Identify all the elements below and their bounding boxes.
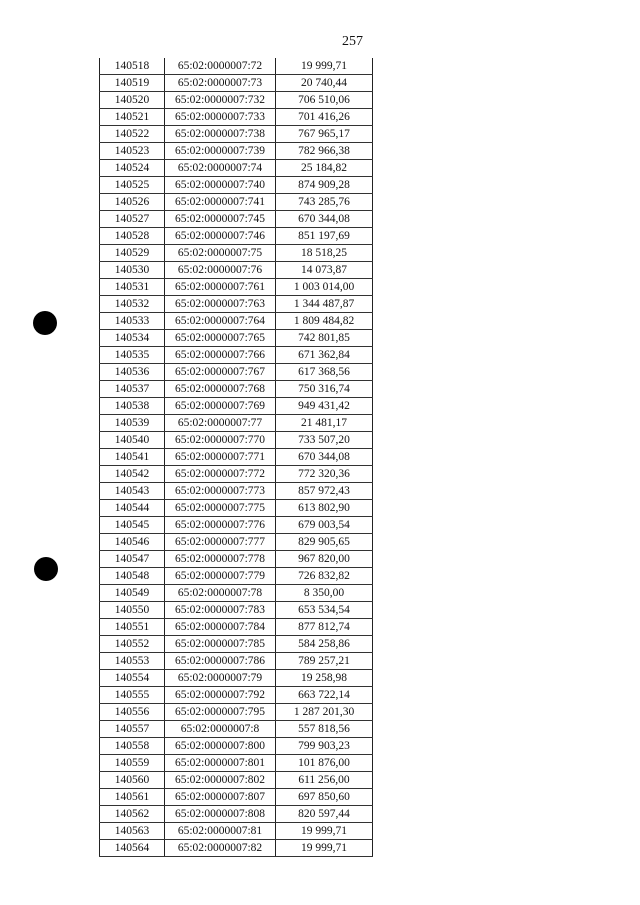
table-row [100, 687, 373, 704]
table-row [100, 449, 373, 466]
cadastral-value-cell: 617 368,56 [276, 364, 373, 381]
table-row [100, 92, 373, 109]
cadastral-number-cell: 65:02:0000007:741 [165, 194, 276, 211]
table-row [100, 126, 373, 143]
record-number-cell: 140531 [100, 279, 165, 296]
table-row [100, 347, 373, 364]
cadastral-number-cell: 65:02:0000007:778 [165, 551, 276, 568]
cadastral-number-cell: 65:02:0000007:807 [165, 789, 276, 806]
cadastral-number-cell: 65:02:0000007:775 [165, 500, 276, 517]
cadastral-value-cell: 877 812,74 [276, 619, 373, 636]
cadastral-value-cell: 949 431,42 [276, 398, 373, 415]
cadastral-number-cell: 65:02:0000007:72 [165, 58, 276, 75]
record-number-cell: 140521 [100, 109, 165, 126]
table-row [100, 364, 373, 381]
record-number-cell: 140549 [100, 585, 165, 602]
record-number-cell: 140522 [100, 126, 165, 143]
cadastral-number-cell: 65:02:0000007:776 [165, 517, 276, 534]
cadastral-number-cell: 65:02:0000007:784 [165, 619, 276, 636]
record-number-cell: 140553 [100, 653, 165, 670]
record-number-cell: 140538 [100, 398, 165, 415]
record-number-cell: 140528 [100, 228, 165, 245]
cadastral-value-cell: 874 909,28 [276, 177, 373, 194]
cadastral-number-cell: 65:02:0000007:769 [165, 398, 276, 415]
table-row [100, 262, 373, 279]
cadastral-number-cell: 65:02:0000007:73 [165, 75, 276, 92]
table-row [100, 534, 373, 551]
table-row [100, 483, 373, 500]
record-number-cell: 140534 [100, 330, 165, 347]
cadastral-value-cell: 8 350,00 [276, 585, 373, 602]
cadastral-number-cell: 65:02:0000007:739 [165, 143, 276, 160]
table-row [100, 381, 373, 398]
table-row [100, 517, 373, 534]
record-number-cell: 140562 [100, 806, 165, 823]
table-row [100, 211, 373, 228]
cadastral-value-cell: 967 820,00 [276, 551, 373, 568]
record-number-cell: 140552 [100, 636, 165, 653]
cadastral-number-cell: 65:02:0000007:801 [165, 755, 276, 772]
cadastral-value-cell: 679 003,54 [276, 517, 373, 534]
cadastral-value-cell: 743 285,76 [276, 194, 373, 211]
record-number-cell: 140541 [100, 449, 165, 466]
table-row [100, 109, 373, 126]
cadastral-number-cell: 65:02:0000007:740 [165, 177, 276, 194]
cadastral-value-cell: 19 258,98 [276, 670, 373, 687]
cadastral-number-cell: 65:02:0000007:800 [165, 738, 276, 755]
cadastral-value-cell: 1 344 487,87 [276, 296, 373, 313]
table-row [100, 296, 373, 313]
cadastral-value-cell: 671 362,84 [276, 347, 373, 364]
record-number-cell: 140564 [100, 840, 165, 857]
record-number-cell: 140539 [100, 415, 165, 432]
table-row [100, 653, 373, 670]
table-row [100, 194, 373, 211]
cadastral-value-cell: 18 518,25 [276, 245, 373, 262]
cadastral-number-cell: 65:02:0000007:792 [165, 687, 276, 704]
record-number-cell: 140537 [100, 381, 165, 398]
cadastral-value-cell: 663 722,14 [276, 687, 373, 704]
record-number-cell: 140551 [100, 619, 165, 636]
record-number-cell: 140529 [100, 245, 165, 262]
table-row [100, 619, 373, 636]
table-row [100, 466, 373, 483]
cadastral-number-cell: 65:02:0000007:770 [165, 432, 276, 449]
page-number: 257 [342, 34, 363, 49]
table-row [100, 568, 373, 585]
table-row [100, 75, 373, 92]
record-number-cell: 140533 [100, 313, 165, 330]
record-number-cell: 140561 [100, 789, 165, 806]
cadastral-value-cell: 782 966,38 [276, 143, 373, 160]
cadastral-value-cell: 701 416,26 [276, 109, 373, 126]
table-row [100, 585, 373, 602]
cadastral-value-cell: 611 256,00 [276, 772, 373, 789]
cadastral-number-cell: 65:02:0000007:81 [165, 823, 276, 840]
cadastral-number-cell: 65:02:0000007:738 [165, 126, 276, 143]
record-number-cell: 140527 [100, 211, 165, 228]
record-number-cell: 140519 [100, 75, 165, 92]
cadastral-value-cell: 733 507,20 [276, 432, 373, 449]
record-number-cell: 140525 [100, 177, 165, 194]
registry-table-body [100, 58, 373, 857]
cadastral-value-cell: 1 003 014,00 [276, 279, 373, 296]
cadastral-number-cell: 65:02:0000007:732 [165, 92, 276, 109]
cadastral-number-cell: 65:02:0000007:78 [165, 585, 276, 602]
table-row [100, 704, 373, 721]
cadastral-number-cell: 65:02:0000007:745 [165, 211, 276, 228]
registry-table [99, 58, 373, 857]
record-number-cell: 140523 [100, 143, 165, 160]
table-row [100, 177, 373, 194]
table-row [100, 721, 373, 738]
record-number-cell: 140535 [100, 347, 165, 364]
cadastral-value-cell: 1 287 201,30 [276, 704, 373, 721]
cadastral-value-cell: 670 344,08 [276, 211, 373, 228]
cadastral-number-cell: 65:02:0000007:746 [165, 228, 276, 245]
record-number-cell: 140536 [100, 364, 165, 381]
table-row [100, 58, 373, 75]
cadastral-value-cell: 557 818,56 [276, 721, 373, 738]
cadastral-value-cell: 25 184,82 [276, 160, 373, 177]
record-number-cell: 140559 [100, 755, 165, 772]
table-row [100, 840, 373, 857]
cadastral-number-cell: 65:02:0000007:795 [165, 704, 276, 721]
cadastral-value-cell: 697 850,60 [276, 789, 373, 806]
table-row [100, 228, 373, 245]
record-number-cell: 140518 [100, 58, 165, 75]
cadastral-number-cell: 65:02:0000007:764 [165, 313, 276, 330]
record-number-cell: 140547 [100, 551, 165, 568]
record-number-cell: 140557 [100, 721, 165, 738]
cadastral-value-cell: 726 832,82 [276, 568, 373, 585]
cadastral-number-cell: 65:02:0000007:773 [165, 483, 276, 500]
cadastral-number-cell: 65:02:0000007:786 [165, 653, 276, 670]
cadastral-value-cell: 670 344,08 [276, 449, 373, 466]
cadastral-value-cell: 584 258,86 [276, 636, 373, 653]
record-number-cell: 140554 [100, 670, 165, 687]
record-number-cell: 140556 [100, 704, 165, 721]
table-row [100, 330, 373, 347]
table-row [100, 415, 373, 432]
cadastral-number-cell: 65:02:0000007:779 [165, 568, 276, 585]
cadastral-value-cell: 1 809 484,82 [276, 313, 373, 330]
punch-hole-top [33, 311, 57, 335]
table-row [100, 823, 373, 840]
record-number-cell: 140532 [100, 296, 165, 313]
record-number-cell: 140558 [100, 738, 165, 755]
record-number-cell: 140526 [100, 194, 165, 211]
table-row [100, 279, 373, 296]
cadastral-number-cell: 65:02:0000007:767 [165, 364, 276, 381]
record-number-cell: 140543 [100, 483, 165, 500]
cadastral-number-cell: 65:02:0000007:74 [165, 160, 276, 177]
cadastral-value-cell: 21 481,17 [276, 415, 373, 432]
record-number-cell: 140524 [100, 160, 165, 177]
table-row [100, 143, 373, 160]
table-row [100, 670, 373, 687]
table-row [100, 245, 373, 262]
record-number-cell: 140530 [100, 262, 165, 279]
cadastral-number-cell: 65:02:0000007:777 [165, 534, 276, 551]
cadastral-value-cell: 829 905,65 [276, 534, 373, 551]
cadastral-value-cell: 19 999,71 [276, 58, 373, 75]
table-row [100, 313, 373, 330]
cadastral-number-cell: 65:02:0000007:733 [165, 109, 276, 126]
cadastral-number-cell: 65:02:0000007:771 [165, 449, 276, 466]
record-number-cell: 140520 [100, 92, 165, 109]
cadastral-value-cell: 799 903,23 [276, 738, 373, 755]
cadastral-value-cell: 653 534,54 [276, 602, 373, 619]
cadastral-number-cell: 65:02:0000007:75 [165, 245, 276, 262]
record-number-cell: 140548 [100, 568, 165, 585]
cadastral-number-cell: 65:02:0000007:77 [165, 415, 276, 432]
cadastral-value-cell: 14 073,87 [276, 262, 373, 279]
record-number-cell: 140544 [100, 500, 165, 517]
table-row [100, 806, 373, 823]
table-row [100, 772, 373, 789]
cadastral-value-cell: 101 876,00 [276, 755, 373, 772]
punch-hole-bottom [34, 557, 58, 581]
cadastral-value-cell: 767 965,17 [276, 126, 373, 143]
cadastral-number-cell: 65:02:0000007:765 [165, 330, 276, 347]
cadastral-value-cell: 772 320,36 [276, 466, 373, 483]
record-number-cell: 140545 [100, 517, 165, 534]
cadastral-value-cell: 19 999,71 [276, 840, 373, 857]
cadastral-number-cell: 65:02:0000007:785 [165, 636, 276, 653]
cadastral-number-cell: 65:02:0000007:82 [165, 840, 276, 857]
record-number-cell: 140540 [100, 432, 165, 449]
cadastral-value-cell: 857 972,43 [276, 483, 373, 500]
cadastral-number-cell: 65:02:0000007:768 [165, 381, 276, 398]
cadastral-number-cell: 65:02:0000007:761 [165, 279, 276, 296]
cadastral-value-cell: 851 197,69 [276, 228, 373, 245]
cadastral-number-cell: 65:02:0000007:763 [165, 296, 276, 313]
cadastral-value-cell: 789 257,21 [276, 653, 373, 670]
cadastral-value-cell: 706 510,06 [276, 92, 373, 109]
cadastral-number-cell: 65:02:0000007:808 [165, 806, 276, 823]
cadastral-value-cell: 613 802,90 [276, 500, 373, 517]
table-row [100, 160, 373, 177]
cadastral-number-cell: 65:02:0000007:8 [165, 721, 276, 738]
table-row [100, 738, 373, 755]
record-number-cell: 140550 [100, 602, 165, 619]
cadastral-number-cell: 65:02:0000007:79 [165, 670, 276, 687]
table-row [100, 551, 373, 568]
cadastral-value-cell: 820 597,44 [276, 806, 373, 823]
record-number-cell: 140560 [100, 772, 165, 789]
cadastral-number-cell: 65:02:0000007:766 [165, 347, 276, 364]
record-number-cell: 140542 [100, 466, 165, 483]
table-row [100, 398, 373, 415]
table-row [100, 432, 373, 449]
cadastral-number-cell: 65:02:0000007:783 [165, 602, 276, 619]
cadastral-value-cell: 750 316,74 [276, 381, 373, 398]
cadastral-number-cell: 65:02:0000007:802 [165, 772, 276, 789]
table-row [100, 602, 373, 619]
table-row [100, 636, 373, 653]
cadastral-value-cell: 19 999,71 [276, 823, 373, 840]
record-number-cell: 140555 [100, 687, 165, 704]
table-row [100, 789, 373, 806]
table-row [100, 755, 373, 772]
record-number-cell: 140563 [100, 823, 165, 840]
cadastral-number-cell: 65:02:0000007:772 [165, 466, 276, 483]
cadastral-value-cell: 742 801,85 [276, 330, 373, 347]
table-row [100, 500, 373, 517]
record-number-cell: 140546 [100, 534, 165, 551]
cadastral-number-cell: 65:02:0000007:76 [165, 262, 276, 279]
cadastral-value-cell: 20 740,44 [276, 75, 373, 92]
